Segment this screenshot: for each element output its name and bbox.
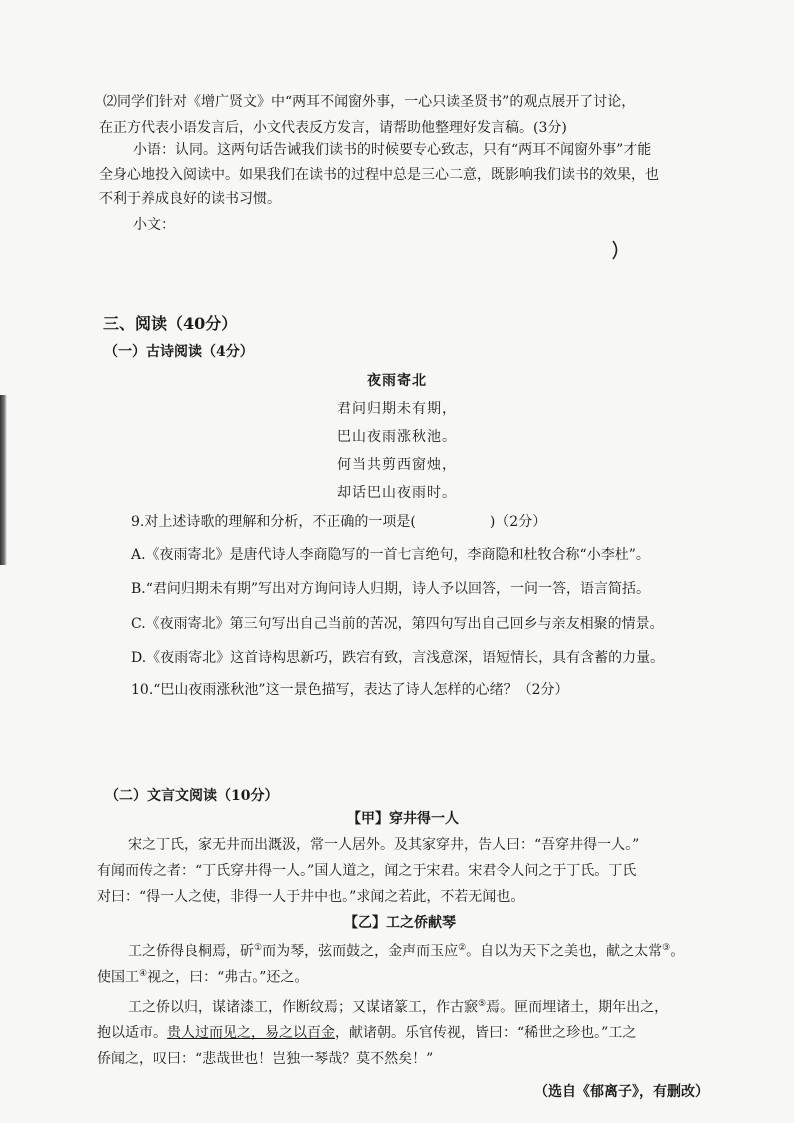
footnote-marker: ①	[254, 943, 263, 953]
closing-paren-mark	[611, 240, 621, 260]
text-segment: 焉。匣而埋诸土，期年出之，	[486, 999, 669, 1016]
text-segment: ，献诸朝。乐官传视，皆曰：“稀世之珍也。”工之	[335, 1025, 637, 1041]
question-9-stem-text: 9.对上述诗歌的理解和分析，不正确的一项是(	[131, 514, 416, 530]
underlined-sentence: 贵人过而见之，易之以百金	[167, 1025, 335, 1041]
source-note: （选自《郁离子》，有删改）	[534, 1084, 709, 1100]
passage-yi-title: 【乙】工之侨献琴	[344, 915, 456, 931]
passage-yi-line: 侨闻之，叹曰：“悲哉世也！岂独一琴哉？莫不然矣！”	[97, 1051, 434, 1067]
xiaoyu-line1: 小语：认同。这两句话告诫我们读书的时候要专心致志，只有“两耳不闻窗外事”才能	[133, 142, 652, 158]
text-segment: 工之侨得良桐焉，斫	[128, 943, 254, 960]
xiaowen-answer-prompt: 小文：	[133, 217, 175, 233]
classical-reading-title: （二）文言文阅读（10分）	[105, 788, 279, 804]
q2-line1: ⑵同学们针对《增广贤文》中“两耳不闻窗外事，一心只读圣贤书”的观点展开了讨论，	[103, 94, 636, 110]
text-segment: 工之侨以归，谋诸漆工，作断纹焉；又谋诸篆工，作古窾	[128, 999, 478, 1016]
passage-yi-line	[97, 1026, 636, 1040]
poetry-reading-title: （一）古诗阅读（4分）	[104, 344, 254, 360]
footnote-marker: ⑤	[478, 999, 487, 1009]
passage-jia-line: 对曰：“得一人之使，非得一人于井中也。”求闻之若此，不若无闻也。	[97, 889, 525, 905]
poem-line: 何当共剪西窗烛，	[337, 457, 457, 473]
option-d: D.《夜雨寄北》这首诗构思新巧，跌宕有致，言浅意深，语短情长，具有含蓄的力量。	[131, 650, 665, 666]
passage-jia-title: 【甲】穿井得一人	[347, 811, 459, 827]
option-a: A.《夜雨寄北》是唐代诗人李商隐写的一首七言绝句，李商隐和杜牧合称“小李杜”。	[131, 547, 650, 563]
text-segment: 视之，曰：“弗古。”还之。	[147, 969, 309, 986]
option-b: B.“君问归期未有期”写出对方询问诗人归期，诗人予以回答，一问一答，语言简括。	[131, 581, 651, 597]
text-segment: 。	[670, 943, 685, 960]
passage-jia-line: 宋之丁氏，家无井而出溉汲，常一人居外。及其家穿井，告人曰：“吾穿井得一人。”	[128, 837, 640, 853]
poem-line: 却话巴山夜雨时。	[337, 485, 457, 501]
question-9-stem	[131, 515, 546, 529]
poem-line: 巴山夜雨涨秋池。	[337, 429, 457, 445]
text-segment: 抱以适市。	[97, 1025, 167, 1041]
passage-jia-line: 有闻而传之者：“丁氏穿井得一人。”国人道之，闻之于宋君。宋君令人问之于丁氏。丁氏	[97, 863, 637, 879]
xiaoyu-line2: 全身心地投入阅读中。如果我们在读书的过程中总是三心二意，既影响我们读书的效果，也	[99, 167, 659, 183]
passage-yi-line	[128, 944, 684, 959]
footnote-marker: ②	[458, 943, 467, 953]
question-10: 10.“巴山夜雨涨秋池”这一景色描写，表达了诗人怎样的心绪？（2分）	[131, 682, 569, 698]
section3-title: 三、阅读（40分）	[103, 314, 238, 333]
option-c: C.《夜雨寄北》第三句写出自己当前的苦况，第四句写出自己回乡与亲友相聚的情景。	[131, 616, 664, 632]
text-segment: 而为琴，弦而鼓之，金声而玉应	[262, 943, 459, 960]
poem-title: 夜雨寄北	[367, 373, 427, 389]
poem-line: 君问归期未有期，	[337, 401, 457, 417]
footnote-marker: ④	[139, 969, 148, 979]
scan-edge-shadow	[0, 395, 7, 565]
passage-yi-line	[97, 970, 308, 985]
footnote-marker: ③	[662, 943, 671, 953]
text-segment: 使国工	[97, 969, 139, 986]
text-segment: 。自以为天下之美也，献之太常	[466, 943, 663, 960]
q2-line2: 在正方代表小语发言后，小文代表反方发言，请帮助他整理好发言稿。(3分)	[99, 120, 567, 136]
passage-yi-line	[128, 1000, 668, 1015]
xiaoyu-line3: 不利于养成良好的读书习惯。	[99, 191, 281, 207]
question-9-points: )（2分）	[489, 514, 547, 530]
